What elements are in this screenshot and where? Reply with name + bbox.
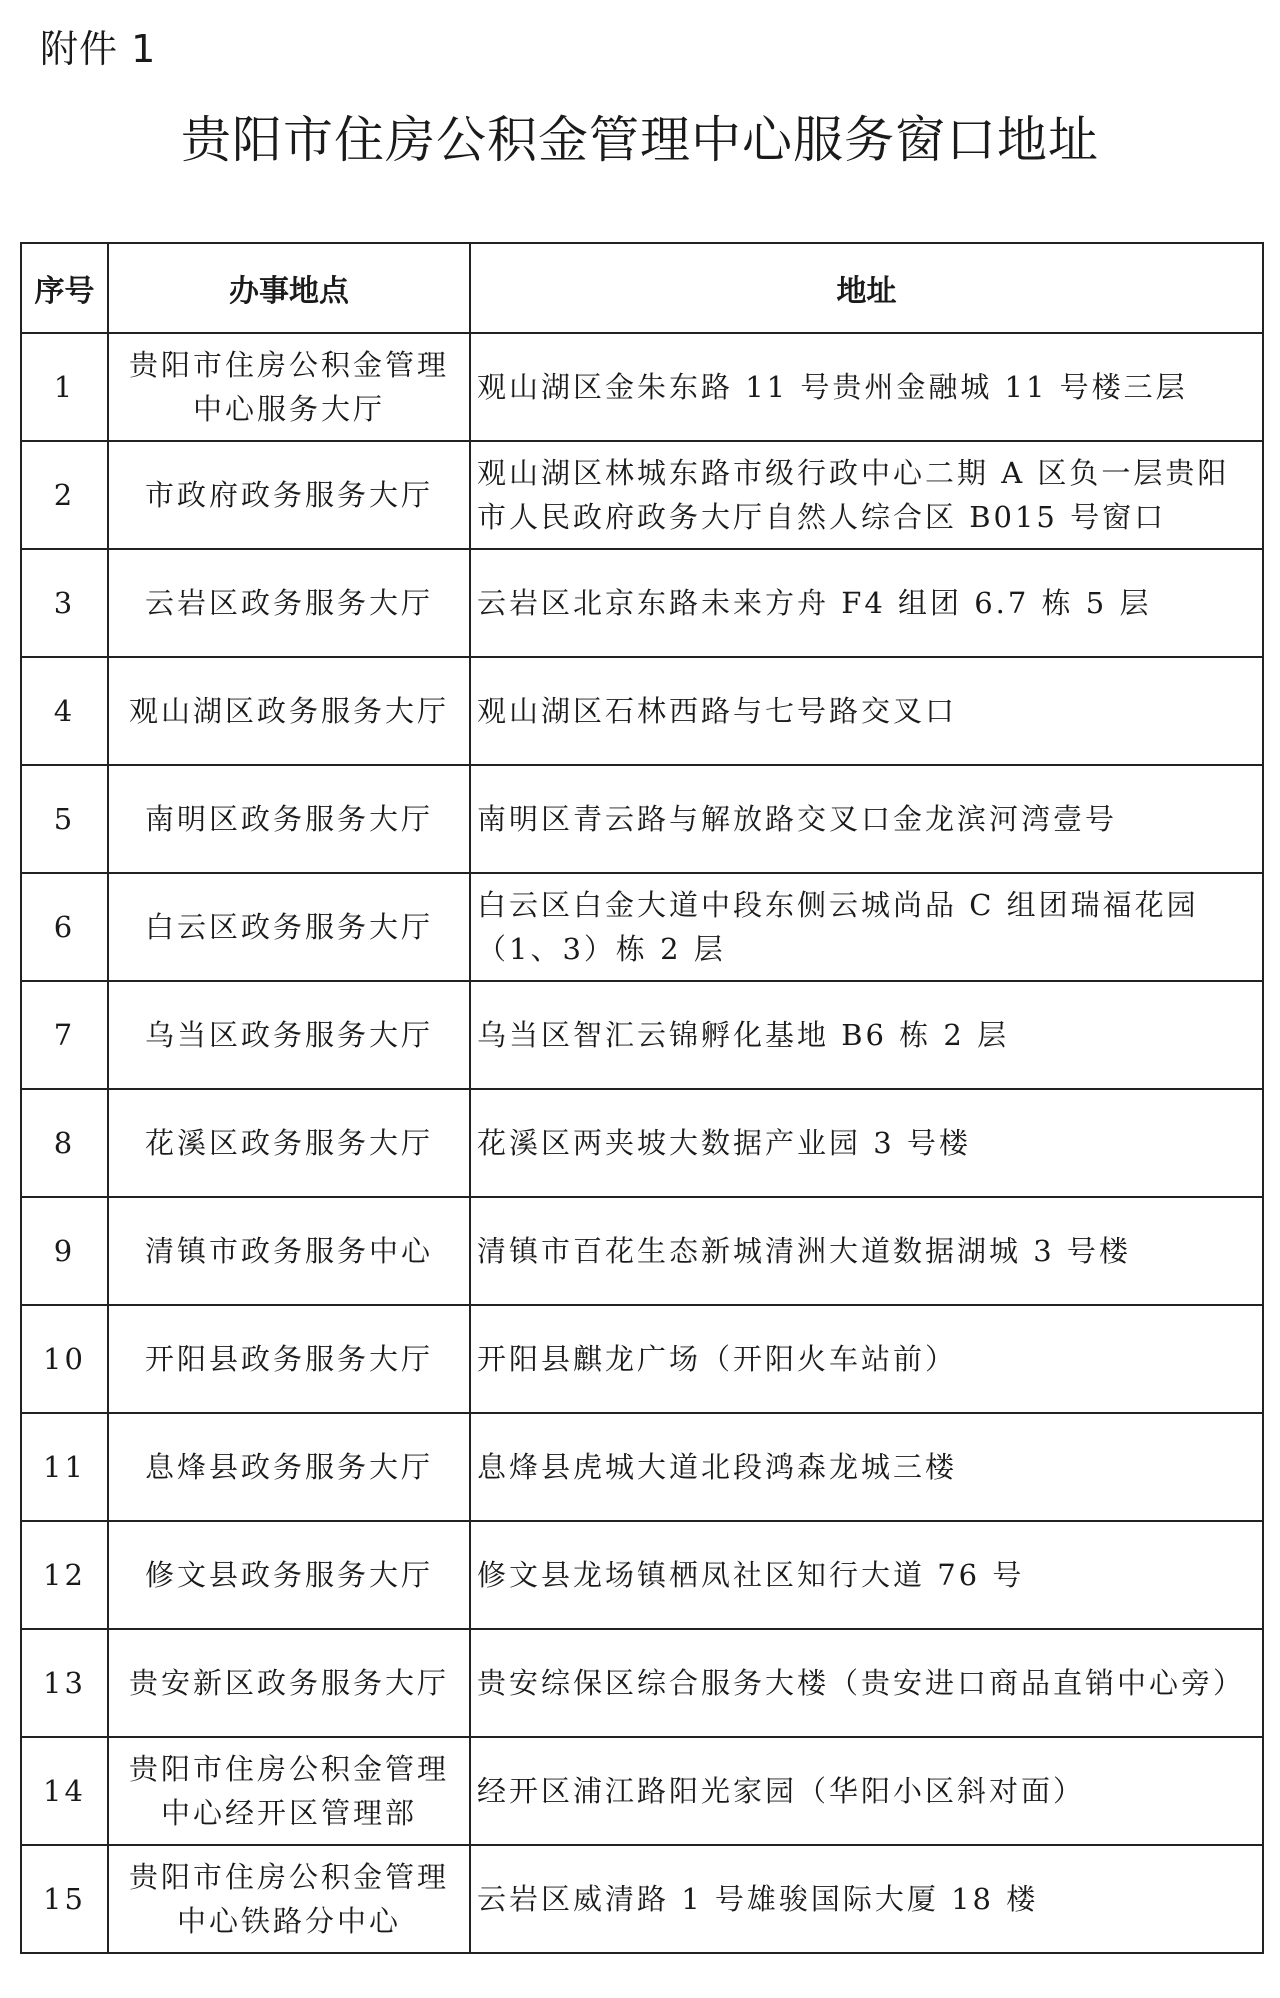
table-row bbox=[21, 1305, 1263, 1413]
document-title: 贵阳市住房公积金管理中心服务窗口地址 bbox=[181, 111, 1099, 169]
table-row bbox=[21, 1629, 1263, 1737]
table-row bbox=[21, 1845, 1263, 1953]
office-name: 开阳县政务服务大厅 bbox=[108, 1305, 470, 1413]
office-name: 贵阳市住房公积金管理中心铁路分中心 bbox=[108, 1845, 470, 1953]
header-place: 办事地点 bbox=[108, 243, 470, 333]
table-row bbox=[21, 765, 1263, 873]
office-address: 息烽县虎城大道北段鸿森龙城三楼 bbox=[470, 1413, 1263, 1521]
office-address: 经开区浦江路阳光家园（华阳小区斜对面） bbox=[470, 1737, 1263, 1845]
office-name: 花溪区政务服务大厅 bbox=[108, 1089, 470, 1197]
row-number: 10 bbox=[21, 1305, 108, 1413]
office-address: 白云区白金大道中段东侧云城尚品 C 组团瑞福花园（1、3）栋 2 层 bbox=[470, 873, 1263, 981]
office-name: 乌当区政务服务大厅 bbox=[108, 981, 470, 1089]
office-address: 观山湖区林城东路市级行政中心二期 A 区负一层贵阳市人民政府政务大厅自然人综合区 B015 号窗口 bbox=[470, 441, 1263, 549]
table-row bbox=[21, 1521, 1263, 1629]
office-name: 市政府政务服务大厅 bbox=[108, 441, 470, 549]
office-name: 息烽县政务服务大厅 bbox=[108, 1413, 470, 1521]
table-row bbox=[21, 1413, 1263, 1521]
office-address: 贵安综保区综合服务大楼（贵安进口商品直销中心旁） bbox=[470, 1629, 1263, 1737]
office-name: 云岩区政务服务大厅 bbox=[108, 549, 470, 657]
office-name: 贵安新区政务服务大厅 bbox=[108, 1629, 470, 1737]
office-name: 贵阳市住房公积金管理中心经开区管理部 bbox=[108, 1737, 470, 1845]
header-address: 地址 bbox=[470, 243, 1263, 333]
row-number: 7 bbox=[21, 981, 108, 1089]
table-row bbox=[21, 333, 1263, 441]
office-address: 乌当区智汇云锦孵化基地 B6 栋 2 层 bbox=[470, 981, 1263, 1089]
office-address: 修文县龙场镇栖凤社区知行大道 76 号 bbox=[470, 1521, 1263, 1629]
table-row bbox=[21, 1737, 1263, 1845]
office-name: 南明区政务服务大厅 bbox=[108, 765, 470, 873]
office-address: 观山湖区石林西路与七号路交叉口 bbox=[470, 657, 1263, 765]
row-number: 3 bbox=[21, 549, 108, 657]
office-address: 清镇市百花生态新城清洲大道数据湖城 3 号楼 bbox=[470, 1197, 1263, 1305]
row-number: 12 bbox=[21, 1521, 108, 1629]
office-address: 开阳县麒龙广场（开阳火车站前） bbox=[470, 1305, 1263, 1413]
table-row bbox=[21, 549, 1263, 657]
row-number: 8 bbox=[21, 1089, 108, 1197]
row-number: 5 bbox=[21, 765, 108, 873]
row-number: 4 bbox=[21, 657, 108, 765]
table-row bbox=[21, 657, 1263, 765]
row-number: 14 bbox=[21, 1737, 108, 1845]
row-number: 2 bbox=[21, 441, 108, 549]
row-number: 11 bbox=[21, 1413, 108, 1521]
row-number: 15 bbox=[21, 1845, 108, 1953]
table-row bbox=[21, 1197, 1263, 1305]
table-row bbox=[21, 1089, 1263, 1197]
row-number: 1 bbox=[21, 333, 108, 441]
service-window-address-table bbox=[20, 242, 1264, 1954]
office-address: 观山湖区金朱东路 11 号贵州金融城 11 号楼三层 bbox=[470, 333, 1263, 441]
office-name: 修文县政务服务大厅 bbox=[108, 1521, 470, 1629]
table-row bbox=[21, 873, 1263, 981]
office-name: 清镇市政务服务中心 bbox=[108, 1197, 470, 1305]
office-address: 花溪区两夹坡大数据产业园 3 号楼 bbox=[470, 1089, 1263, 1197]
table-row bbox=[21, 441, 1263, 549]
attachment-label: 附件 1 bbox=[40, 27, 157, 71]
row-number: 6 bbox=[21, 873, 108, 981]
row-number: 9 bbox=[21, 1197, 108, 1305]
table-row bbox=[21, 981, 1263, 1089]
office-name: 观山湖区政务服务大厅 bbox=[108, 657, 470, 765]
row-number: 13 bbox=[21, 1629, 108, 1737]
table-header-row bbox=[21, 243, 1263, 333]
office-address: 云岩区威清路 1 号雄骏国际大厦 18 楼 bbox=[470, 1845, 1263, 1953]
header-no: 序号 bbox=[21, 243, 108, 333]
office-address: 云岩区北京东路未来方舟 F4 组团 6.7 栋 5 层 bbox=[470, 549, 1263, 657]
office-name: 贵阳市住房公积金管理中心服务大厅 bbox=[108, 333, 470, 441]
office-address: 南明区青云路与解放路交叉口金龙滨河湾壹号 bbox=[470, 765, 1263, 873]
office-name: 白云区政务服务大厅 bbox=[108, 873, 470, 981]
